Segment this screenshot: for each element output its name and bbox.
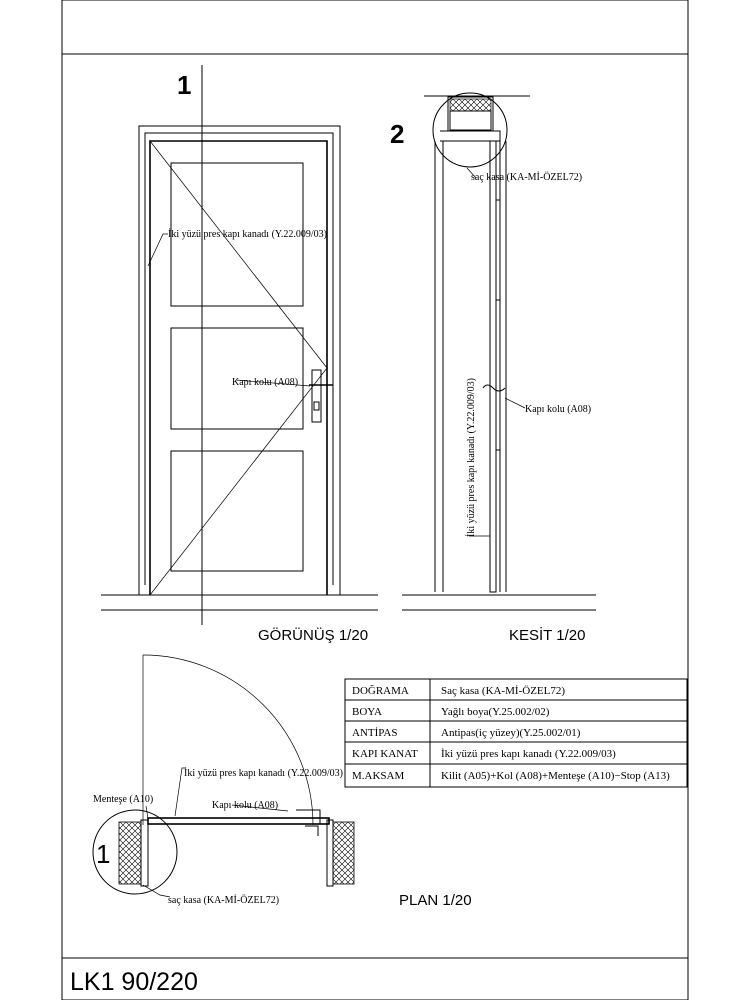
section-leaf-label: İki yüzü pres kapı kanadı (Y.22.009/03) xyxy=(466,378,477,537)
spec-table-row xyxy=(352,727,581,739)
section-caption: KESİT 1/20 xyxy=(509,627,586,644)
spec-value: Saç kasa (KA-Mİ-ÖZEL72) xyxy=(441,685,566,697)
spec-value: Antipas(iç yüzey)(Y.25.002/01) xyxy=(441,727,581,739)
plan-frame-label: saç kasa (KA-Mİ-ÖZEL72) xyxy=(168,895,280,906)
spec-table-row xyxy=(352,770,670,782)
spec-key: ANTİPAS xyxy=(352,727,398,739)
elevation-handle-label: Kapı kolu (A08) xyxy=(232,377,299,388)
plan-caption: PLAN 1/20 xyxy=(399,892,472,909)
spec-key: M.AKSAM xyxy=(352,770,405,782)
plan-leaf-label: İki yüzü pres kapı kanadı (Y.22.009/03) xyxy=(184,768,343,779)
spec-key: BOYA xyxy=(352,706,382,718)
spec-key: KAPI KANAT xyxy=(352,748,418,760)
spec-value: Kilit (A05)+Kol (A08)+Menteşe (A10)−Stop (A13) xyxy=(441,770,670,782)
elevation-caption: GÖRÜNÜŞ 1/20 xyxy=(258,627,369,644)
elevation-section-mark: 1 xyxy=(177,70,192,100)
elevation-leaf-label: İki yüzü pres kapı kanadı (Y.22.009/03) xyxy=(168,229,327,240)
spec-value: İki yüzü pres kapı kanadı (Y.22.009/03) xyxy=(441,748,616,760)
spec-table-row xyxy=(352,706,550,718)
section-mark: 2 xyxy=(390,119,405,149)
section-handle-label: Kapı kolu (A08) xyxy=(525,404,592,415)
spec-value: Yağlı boya(Y.25.002/02) xyxy=(441,706,550,718)
plan-handle-label: Kapı kolu (A08) xyxy=(212,800,279,811)
plan-hinge-label: Menteşe (A10) xyxy=(93,794,154,805)
spec-table-row xyxy=(352,685,565,697)
section-frame-label: saç kasa (KA-Mİ-ÖZEL72) xyxy=(471,172,583,183)
spec-key: DOĞRAMA xyxy=(352,685,409,697)
door-elevation xyxy=(101,65,378,625)
plan-detail-mark: 1 xyxy=(96,839,111,869)
section-view xyxy=(402,93,596,610)
spec-table-row xyxy=(352,748,616,760)
sheet-title: LK1 90/220 xyxy=(70,968,198,996)
sheet-border xyxy=(62,0,688,1000)
